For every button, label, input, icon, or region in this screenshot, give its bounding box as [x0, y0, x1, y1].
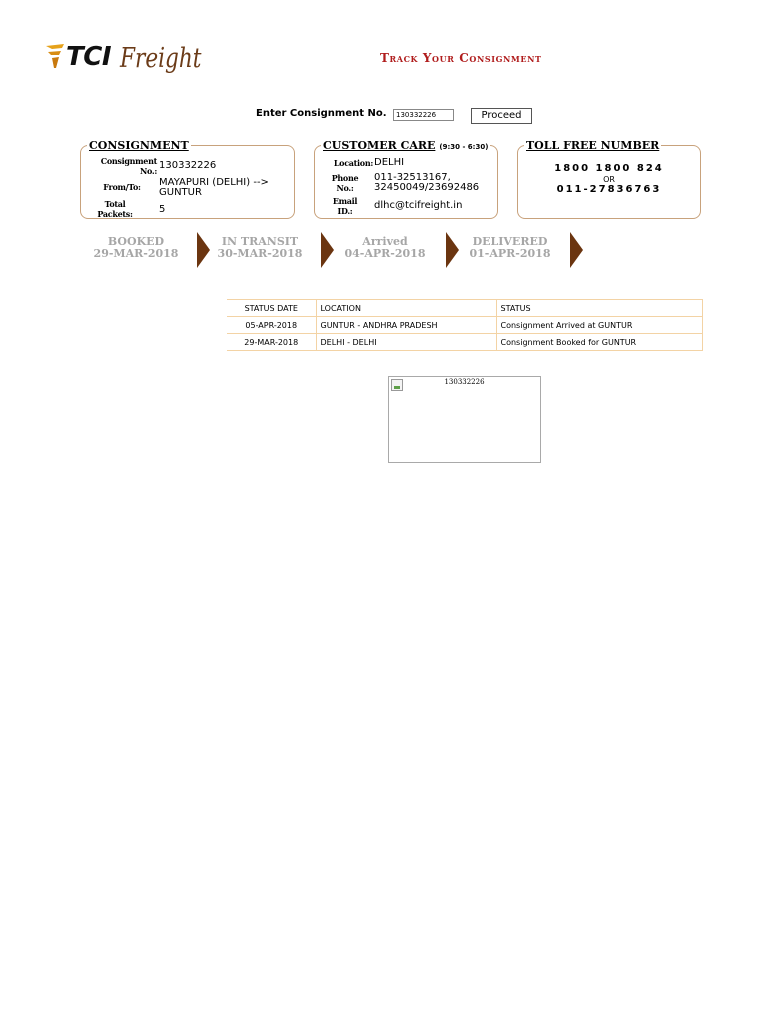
progress-arrow-icon — [570, 232, 584, 268]
customer-care-box — [314, 139, 498, 219]
page-title: Track Your Consignment — [380, 51, 542, 65]
step-date: 30-MAR-2018 — [217, 247, 303, 260]
customer-care-hours: (9:30 - 6:30) — [439, 143, 489, 151]
progress-step-booked — [81, 236, 191, 260]
cell-status-date: 05-APR-2018 — [227, 317, 316, 334]
consignment-box — [80, 139, 295, 219]
cell-status: Consignment Booked for GUNTUR — [496, 334, 703, 351]
toll-free-number-2: 011-27836763 — [556, 184, 662, 195]
step-date: 01-APR-2018 — [469, 247, 551, 260]
customer-care-title-text: CUSTOMER CARE — [323, 139, 436, 152]
step-label: Arrived — [362, 235, 408, 248]
consignment-no-label: Consignment No.: — [100, 156, 157, 176]
column-header-status-date: STATUS DATE — [227, 300, 316, 317]
column-header-status: STATUS — [496, 300, 703, 317]
table-row — [227, 334, 703, 351]
logo-swoosh-icon — [44, 42, 68, 76]
step-date: 04-APR-2018 — [344, 247, 426, 260]
cell-status: Consignment Arrived at GUNTUR — [496, 317, 703, 334]
email-label: Email ID.: — [332, 196, 358, 216]
toll-free-box-title: TOLL FREE NUMBER — [526, 139, 660, 152]
status-history-table — [227, 299, 703, 351]
cell-status-date: 29-MAR-2018 — [227, 334, 316, 351]
consignment-no-value: 130332226 — [159, 160, 217, 171]
step-label: BOOKED — [107, 235, 165, 248]
cell-location: DELHI - DELHI — [316, 334, 496, 351]
progress-step-in-transit — [205, 236, 315, 260]
barcode-alt-text: 130332226 — [444, 378, 485, 386]
table-header-row — [227, 300, 703, 317]
location-value: DELHI — [374, 157, 405, 168]
column-header-location: LOCATION — [316, 300, 496, 317]
total-packets-label: Total Packets: — [97, 199, 133, 219]
toll-free-number-1: 1800 1800 824 — [554, 163, 664, 174]
table-row — [227, 317, 703, 334]
barcode-image — [388, 376, 541, 463]
tci-freight-logo — [44, 40, 204, 80]
consignment-search-label: Enter Consignment No. — [256, 108, 387, 119]
consignment-number-input[interactable] — [393, 109, 454, 121]
customer-care-box-title — [321, 139, 490, 152]
consignment-box-title: CONSIGNMENT — [89, 139, 189, 152]
logo-text-freight: Freight — [120, 43, 202, 74]
step-date: 29-MAR-2018 — [93, 247, 179, 260]
email-value[interactable]: dlhc@tcifreight.in — [374, 200, 463, 211]
from-to-label: From/To: — [103, 182, 141, 192]
total-packets-value: 5 — [159, 204, 166, 215]
phone-label: Phone No.: — [331, 173, 359, 193]
cell-location: GUNTUR - ANDHRA PRADESH — [316, 317, 496, 334]
step-label: DELIVERED — [472, 235, 548, 248]
location-label: Location: — [333, 158, 373, 168]
step-label: IN TRANSIT — [221, 235, 299, 248]
phone-value: 011-32513167, 32450049/23692486 — [374, 172, 480, 193]
progress-step-arrived — [330, 236, 440, 260]
progress-step-delivered — [455, 236, 565, 260]
toll-free-or: OR — [603, 175, 615, 184]
toll-free-box — [517, 139, 701, 219]
from-to-value: MAYAPURI (DELHI) --> GUNTUR — [159, 177, 269, 198]
proceed-button[interactable]: Proceed — [471, 108, 532, 124]
logo-text-tci: TCI — [66, 42, 111, 72]
